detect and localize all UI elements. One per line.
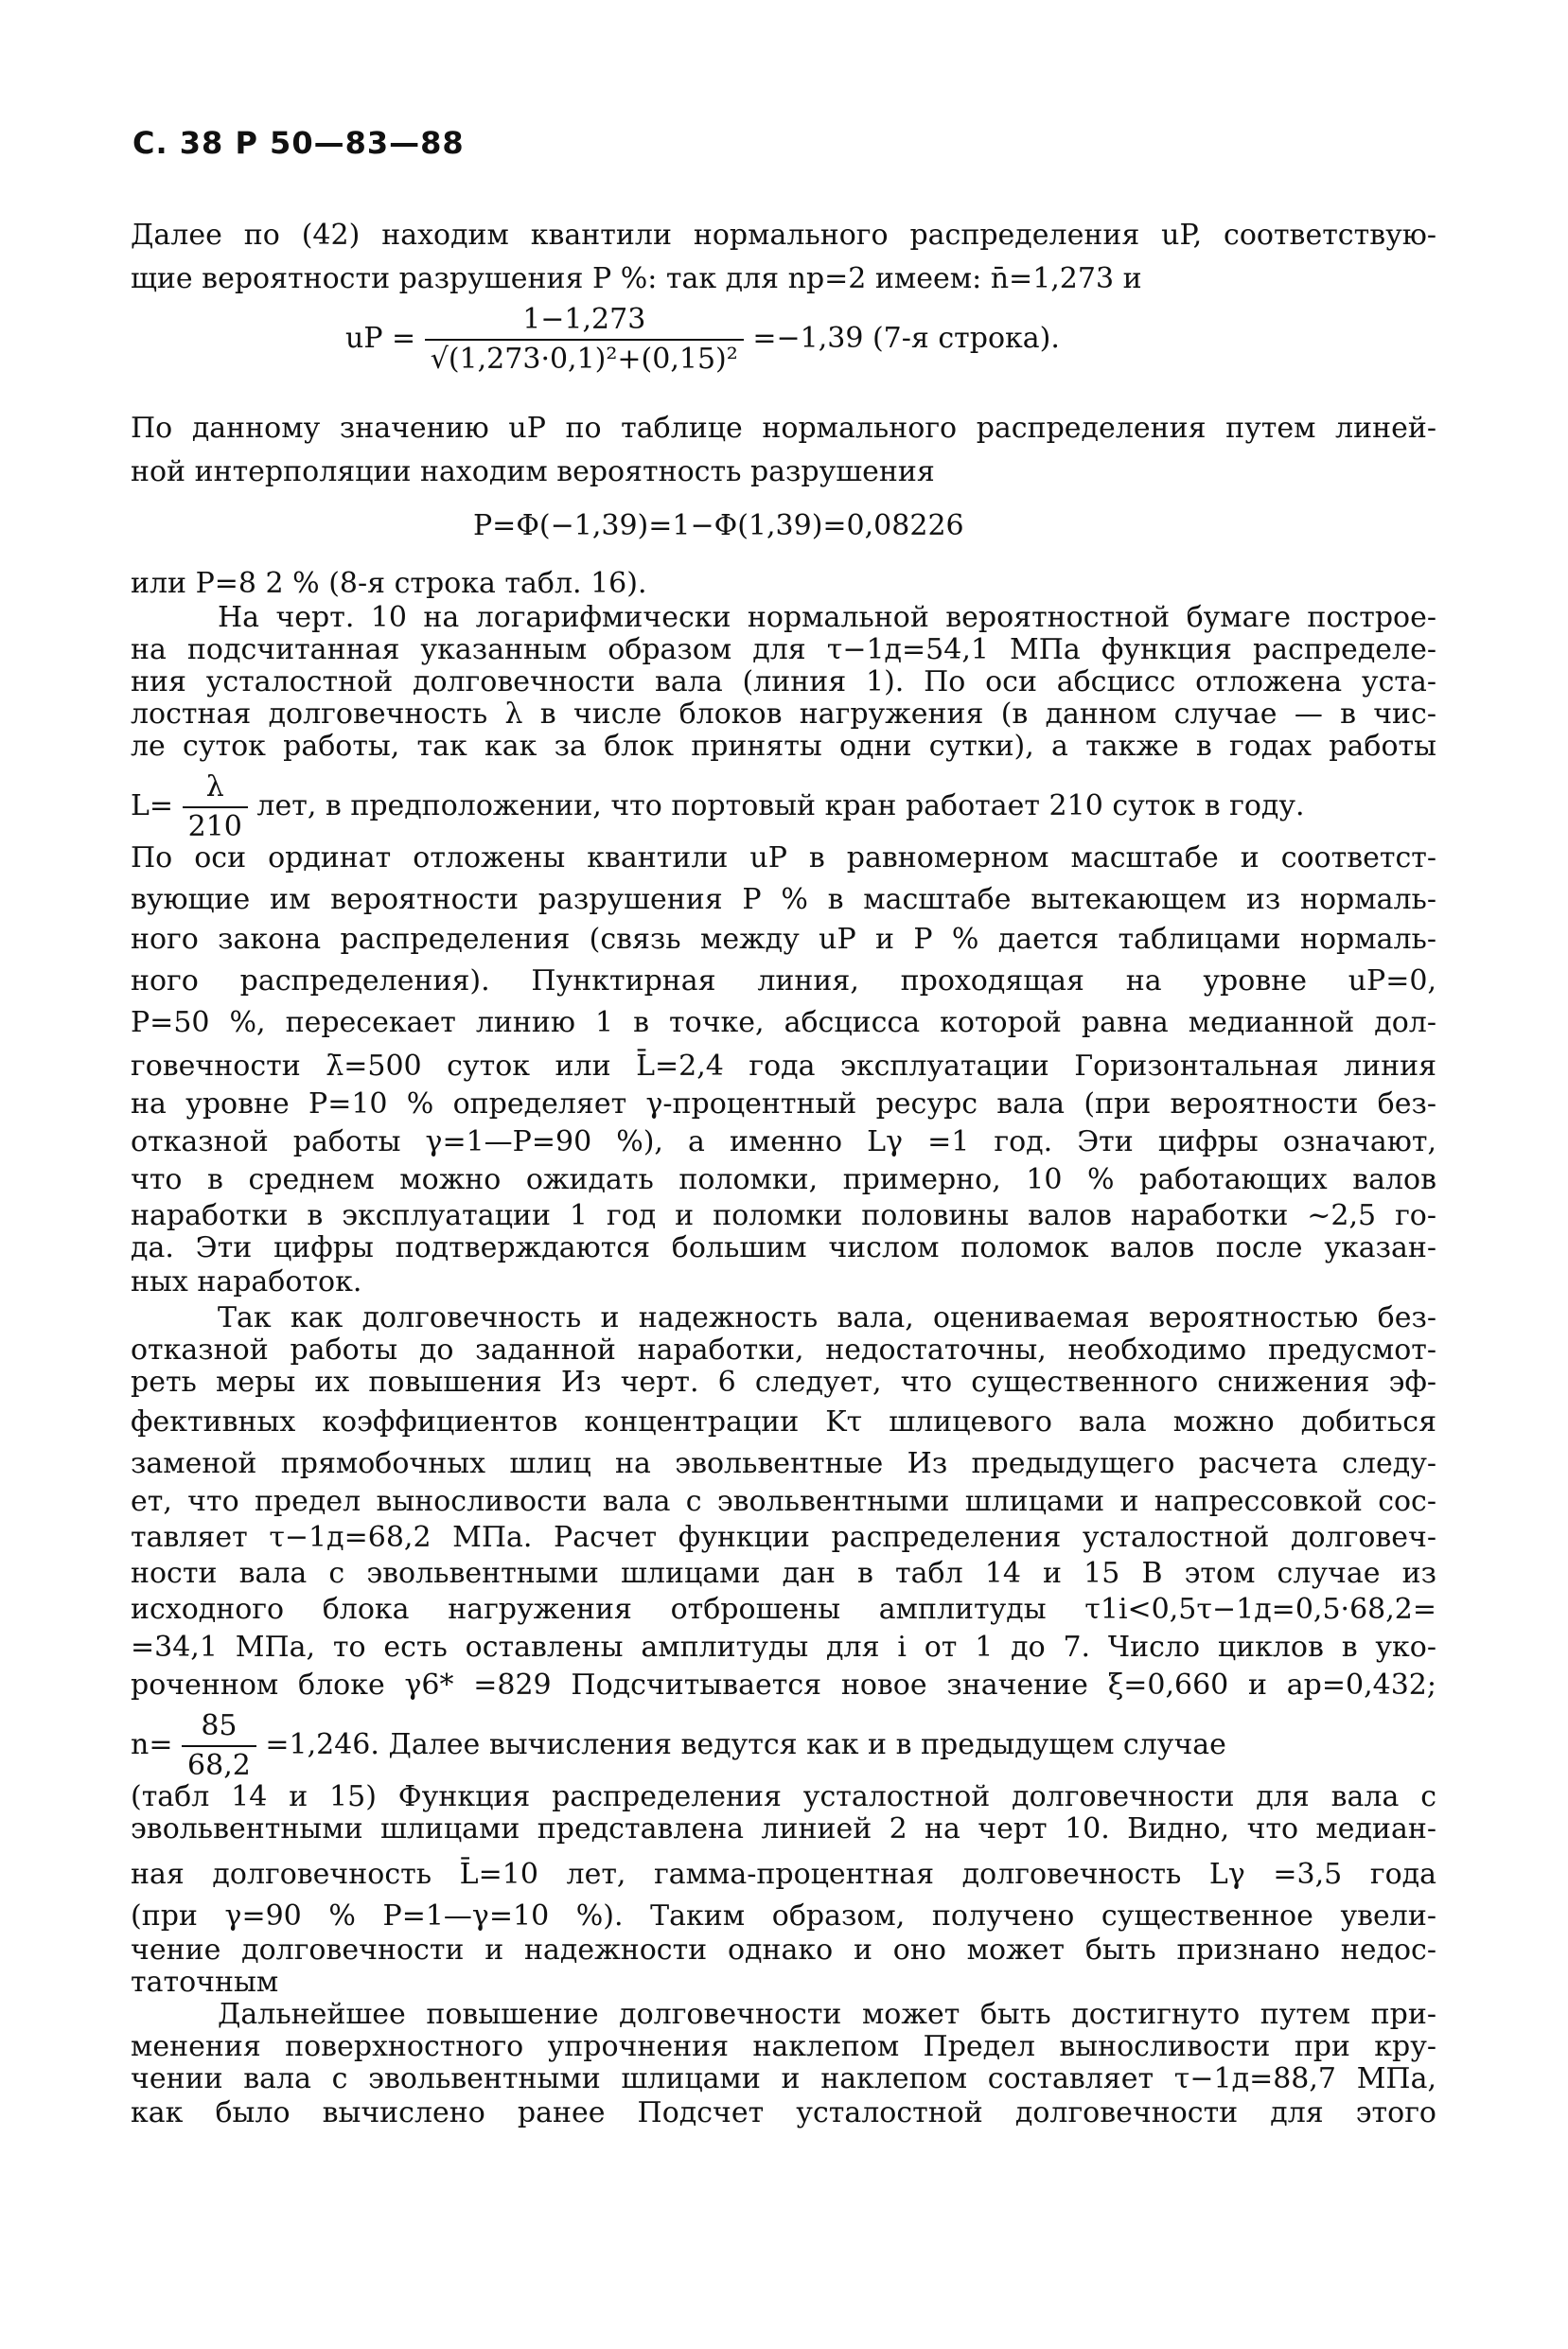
para4-line9: ного распределения). Пунктирная линия, проходящая на уровне uP=0, <box>131 964 1436 998</box>
formula-n <box>131 1707 1436 1785</box>
para4-line10: P=50 %, пересекает линию 1 в точке, абсцисса которой равна медианной дол- <box>131 1006 1436 1039</box>
para5-line1: Так как долговечность и надежность вала, оцениваемая вероятностью без- <box>218 1301 1436 1334</box>
para4-line3: ния усталостной долговечности вала (линия 1). По оси абсцисс отложена уста- <box>131 665 1436 698</box>
para5-line12: (табл 14 и 15) Функция распределения усталостной долговечности для вала с <box>131 1780 1436 1813</box>
para5-line15: (при γ=90 % P=1—γ=10 %). Таким образом, получено существенное увели- <box>131 1899 1436 1933</box>
formula-years-lhs: L= <box>131 789 174 822</box>
formula-n-tail: =1,246. Далее вычисления ведутся как и в предыдущем случае <box>265 1728 1226 1761</box>
para6-line4: как было вычислено ранее Подсчет усталостной долговечности для этого <box>131 2096 1436 2129</box>
formula-up-lhs: uP = <box>345 322 416 355</box>
para1-line1: Далее по (42) находим квантили нормального распределения uP, соответствую- <box>131 219 1436 252</box>
formula-years-numerator: λ <box>183 768 248 808</box>
para4-line2: на подсчитанная указанным образом для τ−1д=54,1 МПа функция распределе- <box>131 633 1436 666</box>
para5-line17: таточным <box>131 1966 279 1999</box>
para5-line7: тавляет τ−1д=68,2 МПа. Расчет функции распределения усталостной долговеч- <box>131 1521 1436 1554</box>
para6-line2: менения поверхностного упрочнения наклепом Предел выносливости при кру- <box>131 2030 1436 2063</box>
formula-years-tail: лет, в предположении, что портовый кран работает 210 суток в году. <box>256 789 1305 822</box>
page-header: С. 38 Р 50—83—88 <box>132 125 465 161</box>
para4-line1: На черт. 10 на логарифмически нормальной вероятностной бумаге построе- <box>218 601 1436 634</box>
para5-line10: =34,1 МПа, то есть оставлены амплитуды для i от 1 до 7. Число циклов в уко- <box>131 1631 1436 1664</box>
para4-line17: ных наработок. <box>131 1265 362 1298</box>
para5-line14: ная долговечность L̄=10 лет, гамма-процентная долговечность Lγ =3,5 года <box>131 1858 1436 1891</box>
para5-line4: фективных коэффициентов концентрации Kτ шлицевого вала можно добиться <box>131 1405 1436 1439</box>
para5-line9: исходного блока нагружения отброшены амплитуды τ1i<0,5τ−1д=0,5·68,2= <box>131 1593 1436 1626</box>
para3-line1: или P=8 2 % (8-я строка табл. 16). <box>131 567 647 600</box>
formula-n-numerator: 85 <box>182 1707 256 1747</box>
formula-probability: P=Φ(−1,39)=1−Φ(1,39)=0,08226 <box>473 509 964 542</box>
para5-line2: отказной работы до заданной наработки, недостаточны, необходимо предусмот- <box>131 1333 1436 1367</box>
formula-years-fraction <box>183 768 248 846</box>
formula-up-rhs: =−1,39 (7-я строка). <box>752 322 1060 355</box>
para5-line13: эвольвентными шлицами представлена линией 2 на черт 10. Видно, что медиан- <box>131 1812 1436 1846</box>
formula-up-numerator: 1−1,273 <box>425 301 744 341</box>
formula-n-lhs: n= <box>131 1728 173 1761</box>
formula-up-denominator: √(1,273·0,1)²+(0,15)² <box>430 343 738 376</box>
para5-line11: роченном блоке γ6* =829 Подсчитывается новое значение ξ=0,660 и aр=0,432; <box>131 1669 1436 1702</box>
para4-line8: ного закона распределения (связь между uP и P % дается таблицами нормаль- <box>131 923 1436 956</box>
para6-line1: Дальнейшее повышение долговечности может быть достигнуто путем при- <box>218 1998 1436 2031</box>
para2-line1: По данному значению uP по таблице нормального распределения путем линей- <box>131 412 1436 445</box>
para4-line11: говечности λ̄=500 суток или L̄=2,4 года эксплуатации Горизонтальная линия <box>131 1050 1436 1083</box>
para4-line16: да. Эти цифры подтверждаются большим числом поломок валов после указан- <box>131 1231 1436 1264</box>
para4-line6: По оси ординат отложены квантили uP в равномерном масштабе и соответст- <box>131 841 1436 874</box>
para4-line5: ле суток работы, так как за блок приняты одни сутки), а также в годах работы <box>131 730 1436 763</box>
para5-line6: ет, что предел выносливости вала с эвольвентными шлицами и напрессовкой сос- <box>131 1485 1436 1518</box>
para4-line7: вующие им вероятности разрушения P % в масштабе вытекающем из нормаль- <box>131 883 1436 916</box>
formula-years <box>131 768 1436 846</box>
formula-years-denominator: 210 <box>187 810 242 843</box>
formula-up <box>345 301 1060 379</box>
para5-line16: чение долговечности и надежности однако и оно может быть признано недос- <box>131 1934 1436 1967</box>
para6-line3: чении вала с эвольвентными шлицами и наклепом составляет τ−1д=88,7 МПа, <box>131 2062 1436 2095</box>
formula-n-fraction <box>182 1707 256 1785</box>
para4-line15: наработки в эксплуатации 1 год и поломки половины валов наработки ~2,5 го- <box>131 1199 1436 1232</box>
para4-line13: отказной работы γ=1—P=90 %), а именно Lγ =1 год. Эти цифры означают, <box>131 1125 1436 1158</box>
para5-line3: реть меры их повышения Из черт. 6 следует, что существенного снижения эф- <box>131 1366 1436 1399</box>
para4-line12: на уровне P=10 % определяет γ-процентный ресурс вала (при вероятности без- <box>131 1087 1436 1121</box>
para5-line8: ности вала с эвольвентными шлицами дан в табл 14 и 15 В этом случае из <box>131 1557 1436 1590</box>
para4-line4: лостная долговечность λ в числе блоков нагружения (в данном случае — в чис- <box>131 698 1436 731</box>
para5-line5: заменой прямобочных шлиц на эвольвентные Из предыдущего расчета следу- <box>131 1447 1436 1480</box>
formula-n-denominator: 68,2 <box>187 1749 251 1782</box>
para1-line2: щие вероятности разрушения P %: так для nр=2 имеем: n̄=1,273 и <box>131 262 1142 295</box>
para4-line14: что в среднем можно ожидать поломки, примерно, 10 % работающих валов <box>131 1163 1436 1196</box>
para2-line2: ной интерполяции находим вероятность разрушения <box>131 455 935 488</box>
formula-up-fraction <box>425 301 744 379</box>
